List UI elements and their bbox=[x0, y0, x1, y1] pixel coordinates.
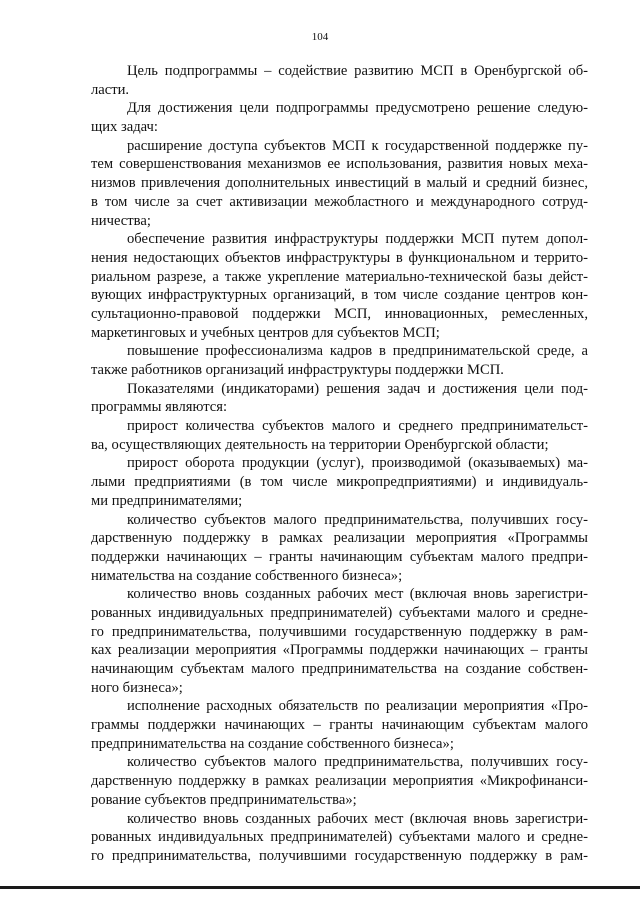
text-line: ного бизнеса»; bbox=[91, 679, 183, 696]
text-line: сультационно-правовой поддержки МСП, инновационных, ремесленных, bbox=[91, 305, 588, 322]
text-line: начинающим субъектам малого предпринимательства на создание собствен- bbox=[91, 661, 588, 677]
text-line: ми предпринимателями; bbox=[91, 492, 243, 509]
page-number: 104 bbox=[311, 31, 329, 43]
text-line: нения недостающих объектов инфраструктуры в функциональном и террито- bbox=[91, 249, 588, 266]
text-line: программы являются: bbox=[91, 399, 228, 416]
text-line: Для достижения цели подпрограммы предусмотрено решение следую- bbox=[127, 100, 588, 117]
text-line: ках реализации мероприятия «Программы поддержки начинающих – гранты bbox=[91, 642, 588, 659]
text-line: прирост оборота продукции (услуг), производимой (оказываемых) ма- bbox=[127, 455, 588, 472]
text-line: лыми предприятиями (в том числе микропредприятиями) и индивидуаль- bbox=[91, 474, 588, 491]
text-line: повышение профессионализма кадров в предпринимательской среде, а bbox=[127, 343, 588, 360]
text-line: обеспечение развития инфраструктуры поддержки МСП путем допол- bbox=[127, 231, 588, 248]
text-line: низмов привлечения дополнительных инвестиций в малый и средний бизнес, bbox=[91, 175, 588, 192]
text-line: го предпринимательства, получившими государственную поддержку в рам- bbox=[91, 623, 588, 640]
text-line: количество субъектов малого предпринимательства, получивших госу- bbox=[127, 511, 588, 528]
bottom-rule bbox=[0, 886, 640, 889]
text-line: рованных индивидуальных предпринимателей) субъектами малого и средне- bbox=[91, 604, 588, 621]
text-line: ласти. bbox=[91, 81, 130, 98]
text-line: щих задач: bbox=[91, 119, 158, 136]
text-line: Цель подпрограммы – содействие развитию МСП в Оренбургской об- bbox=[127, 63, 588, 79]
text-line: рование субъектов предпринимательства»; bbox=[91, 791, 357, 808]
text-line: тем совершенствования механизмов ее использования, развития новых меха- bbox=[91, 156, 588, 173]
text-line: граммы поддержки начинающих – гранты начинающим субъектам малого bbox=[91, 717, 588, 734]
text-line: в том числе за счет активизации межобластного и международного сотруд- bbox=[91, 193, 588, 210]
text-line: дарственную поддержку в рамках реализации мероприятия «Программы bbox=[91, 530, 588, 547]
text-line: ва, осуществляющих деятельность на территории Оренбургской области; bbox=[91, 436, 549, 453]
text-line: риальном разрезе, а также укрепление материально-технической базы дейст- bbox=[91, 268, 588, 285]
text-line: расширение доступа субъектов МСП к государственной поддержке пу- bbox=[127, 137, 588, 154]
text-line: количество вновь созданных рабочих мест (включая вновь зарегистри- bbox=[127, 810, 588, 827]
text-line: также работников организаций инфраструктуры поддержки МСП. bbox=[91, 362, 504, 378]
text-line: рованных индивидуальных предпринимателей) субъектами малого и средне- bbox=[91, 829, 588, 846]
text-line: маркетинговых и учебных центров для субъектов МСП; bbox=[91, 324, 440, 341]
text-line: го предпринимательства, получившими государственную поддержку в рам- bbox=[91, 847, 588, 864]
text-line: количество субъектов малого предпринимательства, получивших госу- bbox=[127, 754, 588, 771]
text-line: прирост количества субъектов малого и среднего предпринимательст- bbox=[127, 418, 588, 435]
text-line: количество вновь созданных рабочих мест (включая вновь зарегистри- bbox=[127, 586, 588, 603]
text-line: Показателями (индикаторами) решения задач и достижения цели под- bbox=[127, 380, 588, 397]
text-line: поддержки начинающих – гранты начинающим субъектам малого предпри- bbox=[91, 548, 588, 565]
document-body bbox=[91, 62, 588, 866]
text-line: дарственную поддержку в рамках реализации мероприятия «Микрофинанси- bbox=[91, 773, 588, 790]
text-line: вующих инфраструктурных организаций, в том числе создание центров кон- bbox=[91, 287, 588, 304]
text-line: исполнение расходных обязательств по реализации мероприятия «Про- bbox=[127, 698, 588, 715]
text-line: нимательства на создание собственного бизнеса»; bbox=[91, 567, 403, 584]
text-line: ничества; bbox=[91, 212, 151, 229]
text-line: предпринимательства на создание собственного бизнеса»; bbox=[91, 735, 454, 752]
